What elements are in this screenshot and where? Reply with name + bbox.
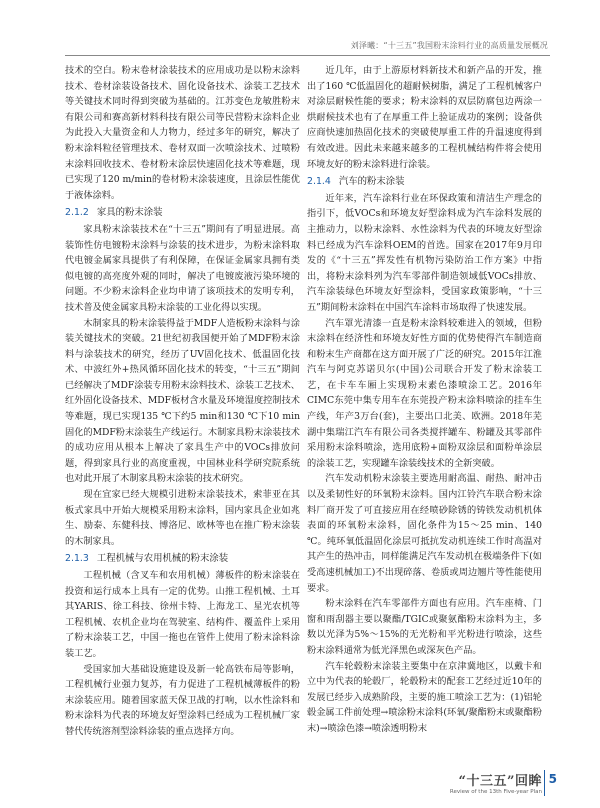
footer-logo-title: “十三五”回眸 [458, 774, 542, 789]
section-number: 2.1.2 [65, 207, 89, 219]
right-column [307, 63, 542, 737]
page-number: 5 [548, 772, 557, 786]
paragraph: 工程机械（含叉车和农用机械）薄板件的粉末涂装在投资和运行成本上具有一定的优势。山推工程机械、土耳其YARIS、徐工科技、徐州卡特、上海龙工、星光农机等工程机械、农机企业均在驾驶室、结构件、覆盖件上采用了粉末涂装工艺，中国一拖也在管件上使用了粉末涂料涂装工艺。 [65, 570, 300, 659]
section-heading [65, 205, 300, 221]
section-heading [65, 551, 300, 567]
paragraph: 汽车发动机粉末涂装主要选用耐高温、耐热、耐冲击以及柔韧性好的环氧粉末涂料。国内江铃汽车联合粉末涂料厂商开发了可直接应用在经喷砂除锈的铸铁发动机机体表面的环氧粉末涂料，固化条件为15～25 min、140 ℃。纯环氧低温固化涂层可抵抗发动机连续工作时高温对其产生的热冲击，同样能满足汽车发动机在极端条件下(如受高速机械加工)不出现碎落、卷质或周边翘片等性能使用要求。 [307, 473, 542, 594]
paragraph: 现在宜家已经大规模引进粉末涂装技术，索菲亚在其板式家具中开始大规模采用粉末涂料，国内家具企业如兆生、励泰、东健科技、博洛尼、欧林等也在推广粉末涂装的木制家具。 [65, 489, 300, 547]
paragraph: 受国家加大基础设施建设及新一轮高铁布局等影响，工程机械行业强力复苏，有力促进了工程机械薄板件的粉末涂装应用。随着国家蓝天保卫战的打响，以水性涂料和粉末涂料为代表的环境友好型涂料已经成为工程机械厂家替代传统溶剂型涂料涂装的重点选择方向。 [65, 663, 300, 737]
paragraph: 粉末涂料在汽车零部件方面也有应用。汽车座椅、门窗和雨刮器主要以聚酯/TGIC或聚氨酯粉末涂料为主，多数以光泽为5%～15%的无光粉和平光粉进行喷涂，这些粉末涂料通常为低光泽黑色或深灰色产品。 [307, 598, 542, 656]
paragraph: 汽车罩光清漆一直是粉末涂料较难进入的领域，但粉末涂料在经济性和环境友好性方面的优势使得汽车制造商和粉末生产商都在这方面开展了广泛的研究。2015年江淮汽车与阿克苏诺贝尔(中国)公司联合开发了粉末涂装工艺，在卡车车厢上实现粉末素色漆喷涂工艺。2016年CIMC东莞中集专用车在东莞投产粉末涂料喷涂的挂车生产线，年产3万台(套)，主要出口北美、欧洲。2018年芜湖中集瑞江汽车有限公司各类搅拌罐车、粉罐及其零部件采用粉末涂料喷涂，选用底粉+面粉双涂层和面粉单涂层的涂装工艺，实现罐车涂装线技术的全新突破。 [307, 317, 542, 469]
paragraph: 近几年，由于上游原材料新技术和新产品的开发，推出了160 ℃低温固化的超耐候树脂，满足了工程机械客户对涂层耐候性能的要求；粉末涂料的双层防腐包边两涂一烘耐候技术也有了在厚重工件上验证成功的案例；设备供应商快速加热固化技术的突破使厚重工件的升温速度得到有效改进。因此未来越来越多的工程机械结构件将会使用环境友好的粉末涂料进行涂装。 [307, 65, 542, 170]
footer-logo-subtitle: Review of the 13th Five-year Plan [449, 789, 542, 795]
paragraph: 近年来，汽车涂料行业在环保政策和清洁生产理念的指引下，低VOCs和环境友好型涂料成为汽车涂料发展的主推动力，以粉末涂料、水性涂料为代表的环境友好型涂料已经成为汽车涂料OEM的首选。国家在2017年9月印发的《“十三五”挥发性有机物污染防治工作方案》中指出，将粉末涂料列为汽车零部件制造领域低VOCs排放、汽车涂装绿色环境友好型涂料，受国家政策影响，“十三五”期间粉末涂料在中国汽车涂料市场取得了快速发展。 [307, 192, 542, 313]
section-title: 工程机械与农用机械的粉末涂装 [96, 553, 229, 565]
section-number: 2.1.4 [307, 176, 331, 188]
paragraph: 技术的空白。粉末卷材涂装技术的应用成功是以粉末涂料技术、卷材涂装设备技术、固化设备技术、涂装工艺技术等关键技术同时得到突破为基础的。江苏变色龙敏胜粉末有限公司和赛高新材料科技有限公司等民营粉末涂料企业为此投入大量资金和人力物力，经过多年的研究，解决了粉末涂料粒径管理技术、卷材双面一次喷涂技术、过喷粉末涂料回收技术、卷材粉末涂层快速固化技术等难题，现已实现了120 m/min的卷材粉末涂装速度，且涂层性能优于液体涂料。 [65, 65, 300, 201]
section-heading [307, 174, 542, 190]
page-number-divider [544, 770, 545, 796]
section-number: 2.1.3 [65, 553, 89, 565]
header-rule [65, 55, 550, 56]
paragraph: 木制家具的粉末涂装得益于MDF人造板粉末涂料与涂装关键技术的突破。21世纪初我国便开始了MDF粉末涂料与涂装技术的研究，经历了UV固化技术、低温固化技术、中波红外+热风循环固化技术的转变，“十三五”期间已经解决了MDF涂装专用粉末涂料技术、涂装工艺技术、红外固化设备技术、MDF板材含水量及环境湿度控制技术等难题，现已实现135 ℃下约5 min和130 ℃下10 min固化的MDF粉末涂装生产线运行。木制家具粉末涂装技术的成功应用从根本上解决了家具生产中的VOCs排放问题，得到家具行业的高度重视，中国林业科学研究院系统也对此开展了木制家具粉末涂装的技术研究。 [65, 317, 300, 485]
section-title: 汽车的粉末涂装 [338, 176, 405, 188]
footer-logo [450, 770, 542, 795]
left-column [65, 63, 300, 740]
paragraph: 家具粉末涂装技术在“十三五”期间有了明显进展。高装饰性仿电镀粉末涂料与涂装的技术进步，为粉末涂料取代电镀金属家具提供了有利保障，在保证金属家具拥有类似电镀的高亮度外观的同时，解决了电镀废液污染环境的问题。不少粉末涂料企业均申请了该项技术的发明专利，技术普及使金属家具粉末涂装的工业化得以实现。 [65, 223, 300, 313]
paragraph: 汽车轮毂粉末涂装主要集中在京津冀地区，以戴卡和立中为代表的轮毂厂，轮毂粉末的配套工艺经过近10年的发展已经步入成熟阶段，主要的施工喷涂工艺为：(1)铝轮毂金属工件前处理→喷涂粉末涂料(环氧/聚酯粉末或聚酯粉末)→喷涂色漆→喷涂透明粉末 [307, 660, 542, 734]
section-title: 家具的粉末涂装 [96, 207, 163, 219]
running-header: 刘泽曦：“十三五”我国粉末涂料行业的高质量发展概况 [350, 41, 548, 50]
